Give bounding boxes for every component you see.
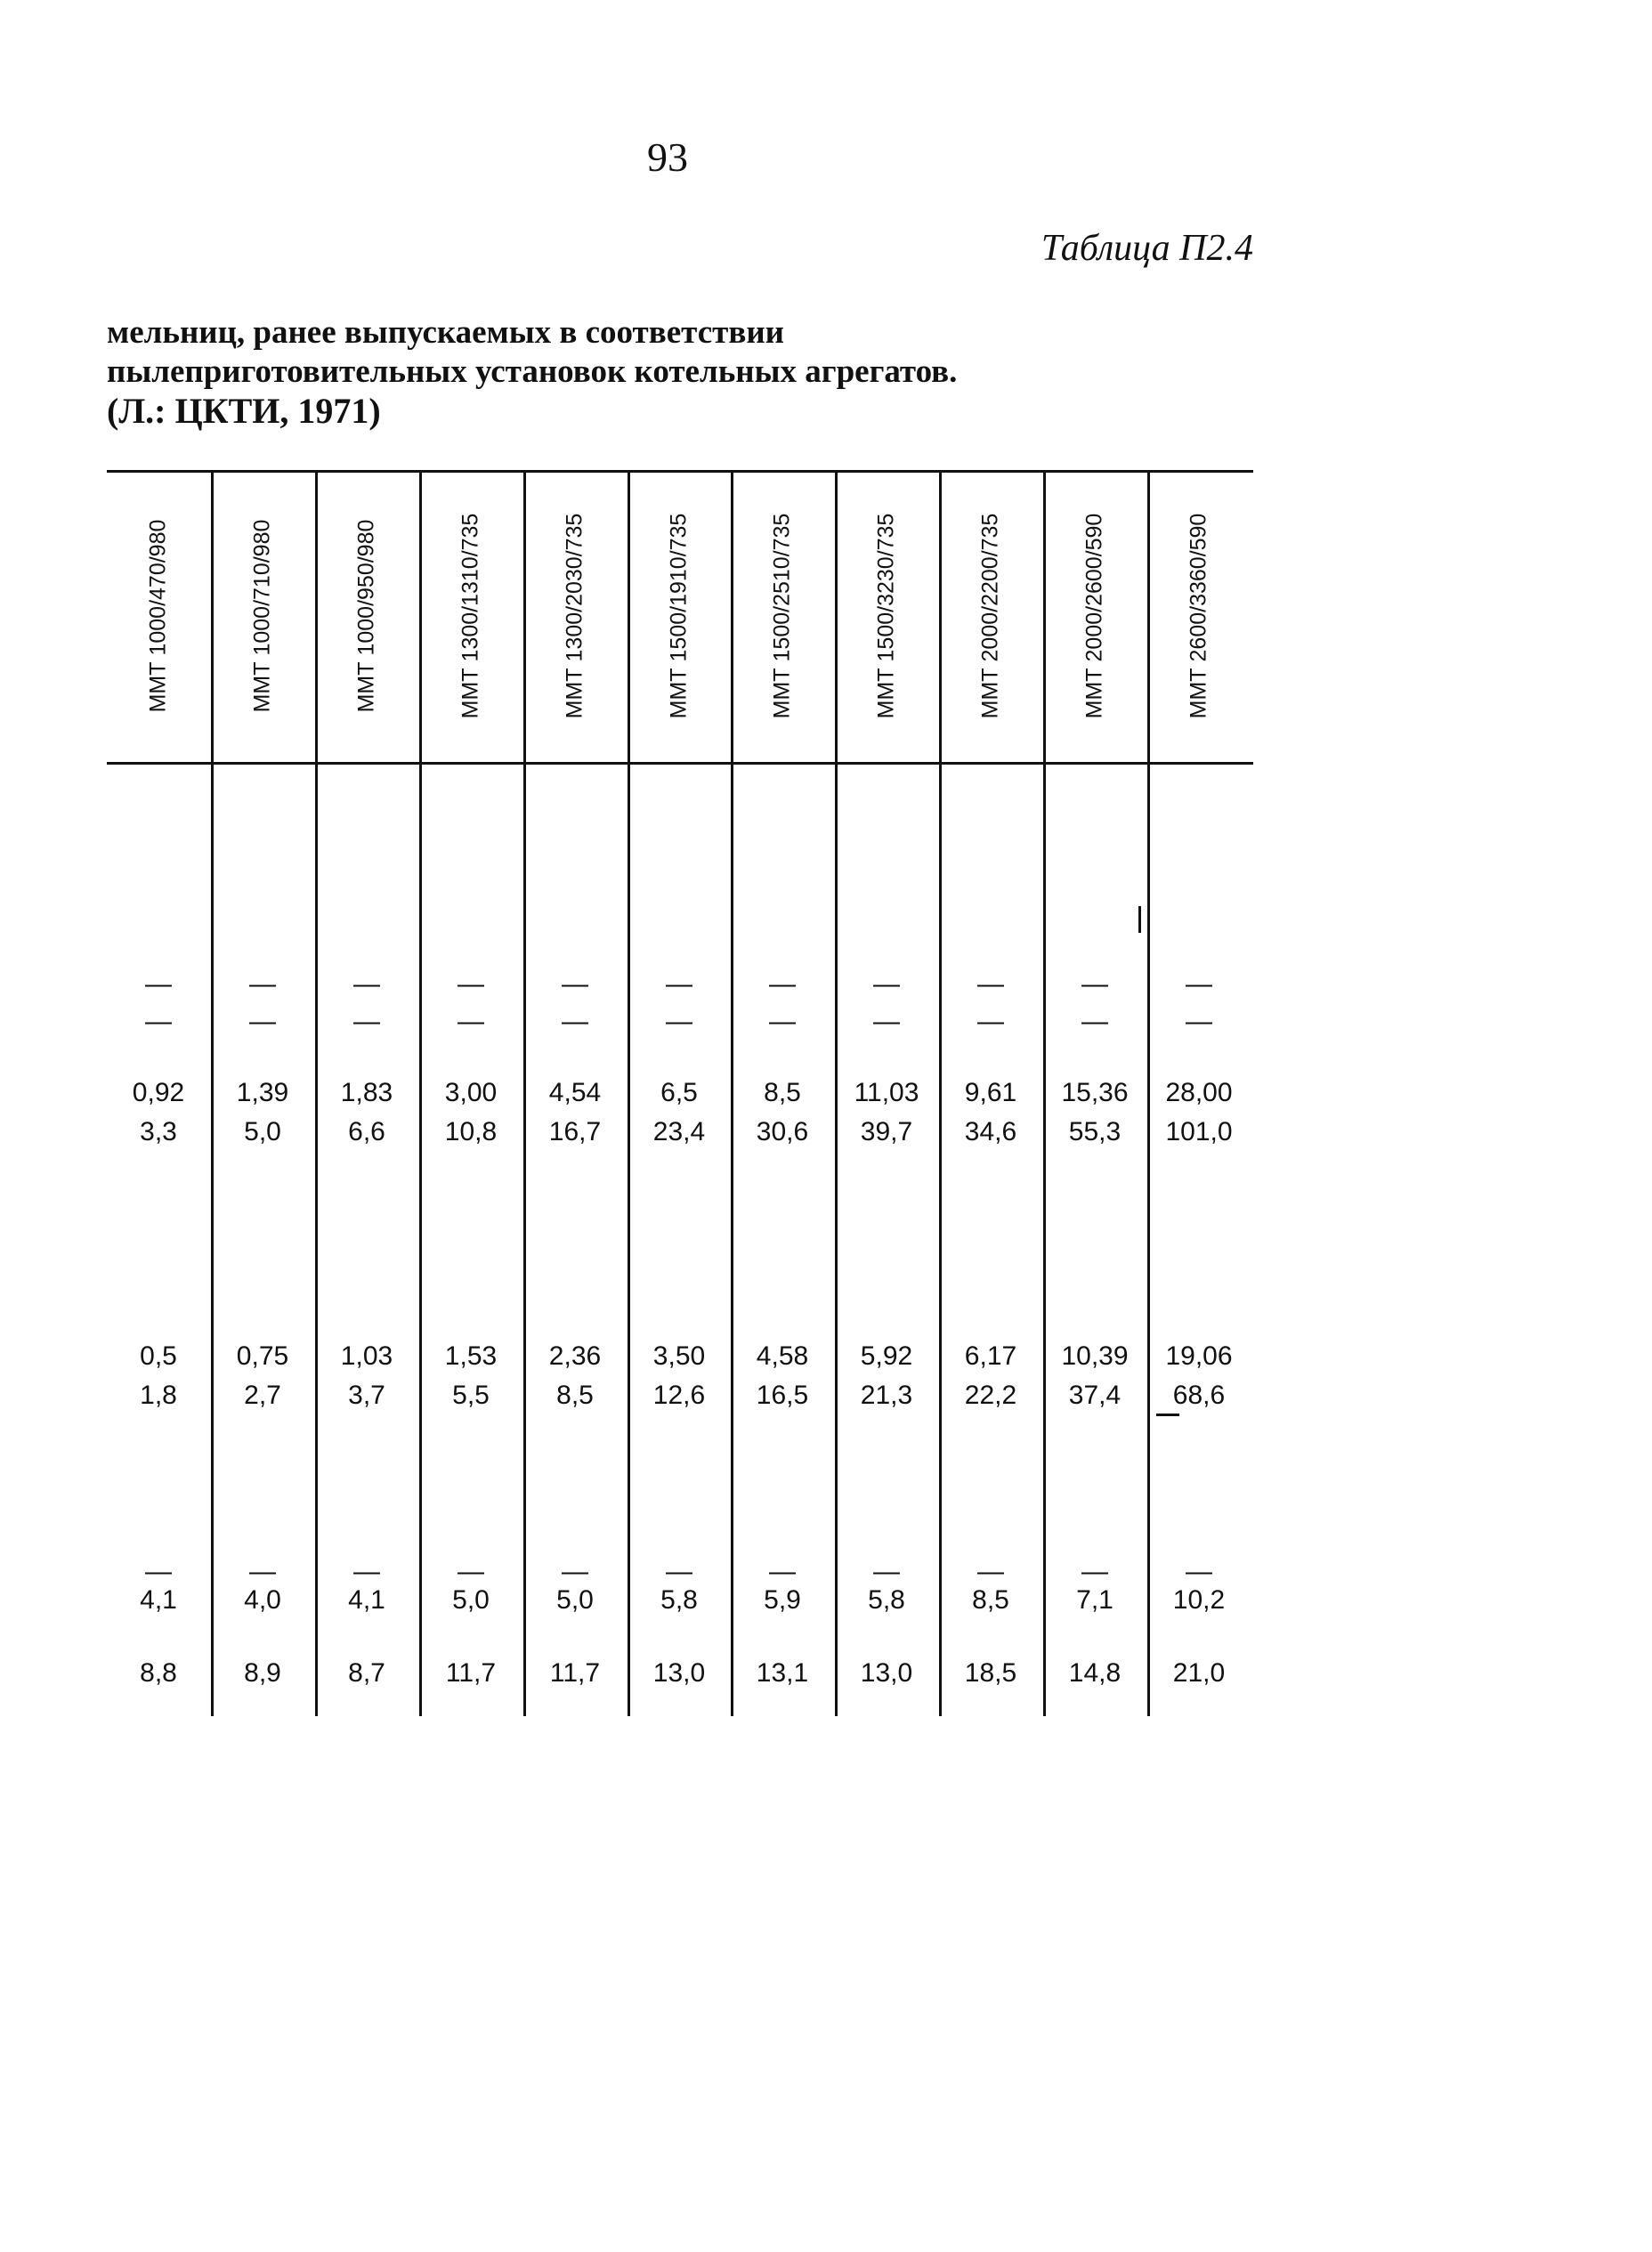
column-header-label: ММТ 1500/1910/735 bbox=[666, 513, 692, 719]
table-cell: 13,0 bbox=[860, 1658, 913, 1688]
column-header bbox=[315, 470, 418, 762]
scan-mark bbox=[1156, 1414, 1179, 1416]
column-header-label: ММТ 1300/2030/735 bbox=[562, 513, 587, 719]
table-cell: 4,54 bbox=[548, 1078, 602, 1107]
table-cell: 3,00 bbox=[444, 1078, 498, 1107]
table-column bbox=[211, 470, 314, 1716]
table-cell: — bbox=[353, 1557, 380, 1586]
column-header bbox=[1147, 470, 1251, 762]
column-header bbox=[107, 470, 210, 762]
table-cell: 8,5 bbox=[972, 1585, 1009, 1615]
table-cell: — bbox=[769, 969, 796, 999]
table-cell: — bbox=[666, 1557, 692, 1586]
table-cell: 5,0 bbox=[556, 1585, 594, 1615]
column-header bbox=[939, 470, 1042, 762]
table-cell: 21,3 bbox=[860, 1381, 913, 1410]
table-cell: 22,2 bbox=[964, 1381, 1017, 1410]
table-cell: 3,7 bbox=[348, 1381, 385, 1410]
column-header-label: ММТ 1500/3230/735 bbox=[873, 513, 899, 719]
table-cell: 12,6 bbox=[652, 1381, 706, 1410]
table-cell: 5,5 bbox=[452, 1381, 490, 1410]
table-cell: — bbox=[353, 969, 380, 999]
table-cell: 1,39 bbox=[236, 1078, 289, 1107]
table-cell: 4,1 bbox=[348, 1585, 385, 1615]
column-header-label: ММТ 1000/470/980 bbox=[145, 519, 171, 713]
table-cell: 11,03 bbox=[854, 1078, 919, 1107]
table-cell: 0,75 bbox=[236, 1341, 289, 1371]
table-column bbox=[939, 470, 1042, 1716]
table-cell: 11,7 bbox=[445, 1658, 497, 1688]
table-cell: — bbox=[769, 1557, 796, 1586]
table-cell: — bbox=[1186, 969, 1212, 999]
column-header bbox=[628, 470, 731, 762]
table-cell: 1,8 bbox=[140, 1381, 177, 1410]
table-cell: 6,17 bbox=[964, 1341, 1017, 1371]
table-caption bbox=[107, 313, 1264, 431]
column-header-label: ММТ 1000/710/980 bbox=[249, 519, 275, 713]
table-cell: — bbox=[249, 1007, 276, 1036]
table-column bbox=[107, 470, 210, 1716]
table-cell: 14,8 bbox=[1068, 1658, 1122, 1688]
table-cell: — bbox=[353, 1007, 380, 1036]
table-cell: 21,0 bbox=[1172, 1658, 1226, 1688]
table-cell: 11,7 bbox=[549, 1658, 601, 1688]
table-cell: 5,92 bbox=[860, 1341, 913, 1371]
table-cell: 8,5 bbox=[764, 1078, 801, 1107]
table-cell: 34,6 bbox=[964, 1117, 1017, 1146]
scan-mark bbox=[1138, 906, 1141, 933]
table-cell: 0,92 bbox=[132, 1078, 185, 1107]
table-cell: 30,6 bbox=[756, 1117, 809, 1146]
table-cell: 10,39 bbox=[1061, 1341, 1129, 1371]
table-cell: 8,8 bbox=[140, 1658, 177, 1688]
table-cell: 19,06 bbox=[1165, 1341, 1233, 1371]
table-cell: — bbox=[145, 969, 172, 999]
table-cell: — bbox=[562, 1557, 588, 1586]
table-cell: — bbox=[145, 1557, 172, 1586]
table-column bbox=[523, 470, 627, 1716]
table-cell: 18,5 bbox=[964, 1658, 1017, 1688]
table-cell: 13,0 bbox=[652, 1658, 706, 1688]
table-cell: — bbox=[458, 1007, 484, 1036]
table-cell: — bbox=[1081, 1557, 1108, 1586]
table-cell: — bbox=[873, 969, 900, 999]
table-cell: — bbox=[873, 1007, 900, 1036]
table-cell: 7,1 bbox=[1076, 1585, 1113, 1615]
table-cell: 5,8 bbox=[660, 1585, 698, 1615]
column-header bbox=[419, 470, 522, 762]
table-label: Таблица П2.4 bbox=[1041, 228, 1253, 269]
table-cell: — bbox=[769, 1007, 796, 1036]
column-header bbox=[523, 470, 627, 762]
table-cell: — bbox=[458, 969, 484, 999]
table-cell: 15,36 bbox=[1061, 1078, 1129, 1107]
table-cell: — bbox=[249, 1557, 276, 1586]
table-cell: 5,9 bbox=[764, 1585, 801, 1615]
table-column bbox=[315, 470, 418, 1716]
table-cell: 55,3 bbox=[1068, 1117, 1122, 1146]
table-cell: 39,7 bbox=[860, 1117, 913, 1146]
table-cell: 1,53 bbox=[444, 1341, 498, 1371]
table-cell: — bbox=[1081, 1007, 1108, 1036]
table-cell: 0,5 bbox=[140, 1341, 177, 1371]
table-column bbox=[835, 470, 938, 1716]
table-cell: — bbox=[873, 1557, 900, 1586]
table-cell: 4,0 bbox=[244, 1585, 281, 1615]
table-column bbox=[1147, 470, 1251, 1716]
caption-line-1: мельниц, ранее выпускаемых в соответствии bbox=[107, 314, 784, 351]
table-cell: 16,7 bbox=[548, 1117, 602, 1146]
table-cell: 10,8 bbox=[444, 1117, 498, 1146]
table-cell: 4,1 bbox=[140, 1585, 177, 1615]
column-header-label: ММТ 2000/2200/735 bbox=[977, 513, 1003, 719]
column-header bbox=[1043, 470, 1146, 762]
table-cell: 5,0 bbox=[244, 1117, 281, 1146]
table-column bbox=[419, 470, 522, 1716]
table-cell: 3,3 bbox=[140, 1117, 177, 1146]
table-cell: 4,58 bbox=[756, 1341, 809, 1371]
data-table bbox=[107, 470, 1253, 1716]
caption-line-2: пылеприготовительных установок котельных агрегатов. bbox=[107, 353, 958, 390]
column-header-label: ММТ 1000/950/980 bbox=[353, 519, 379, 713]
column-header-label: ММТ 1300/1310/735 bbox=[458, 513, 483, 719]
column-header bbox=[835, 470, 938, 762]
table-cell: 1,03 bbox=[340, 1341, 393, 1371]
table-cell: 68,6 bbox=[1172, 1381, 1226, 1410]
table-cell: — bbox=[145, 1007, 172, 1036]
column-header bbox=[731, 470, 834, 762]
page-number: 93 bbox=[647, 134, 688, 180]
table-column bbox=[628, 470, 731, 1716]
table-cell: 8,5 bbox=[556, 1381, 594, 1410]
column-header-label: ММТ 2600/3360/590 bbox=[1186, 513, 1211, 719]
column-header bbox=[211, 470, 314, 762]
table-cell: 13,1 bbox=[756, 1658, 809, 1688]
table-cell: 3,50 bbox=[652, 1341, 706, 1371]
table-cell: 28,00 bbox=[1165, 1078, 1233, 1107]
table-cell: 5,0 bbox=[452, 1585, 490, 1615]
table-cell: — bbox=[1186, 1007, 1212, 1036]
table-cell: 6,6 bbox=[348, 1117, 385, 1146]
table-cell: 6,5 bbox=[660, 1078, 698, 1107]
table-cell: — bbox=[977, 1007, 1004, 1036]
table-cell: — bbox=[249, 969, 276, 999]
table-cell: 5,8 bbox=[868, 1585, 905, 1615]
table-cell: — bbox=[1186, 1557, 1212, 1586]
table-cell: — bbox=[977, 969, 1004, 999]
table-column bbox=[1043, 470, 1146, 1716]
table-cell: 9,61 bbox=[964, 1078, 1017, 1107]
table-cell: — bbox=[562, 969, 588, 999]
table-column bbox=[731, 470, 834, 1716]
table-cell: 23,4 bbox=[652, 1117, 706, 1146]
column-header-label: ММТ 1500/2510/735 bbox=[769, 513, 795, 719]
table-cell: 37,4 bbox=[1068, 1381, 1122, 1410]
table-cell: — bbox=[977, 1557, 1004, 1586]
table-cell: 8,9 bbox=[244, 1658, 281, 1688]
caption-source: (Л.: ЦКТИ, 1971) bbox=[107, 391, 381, 431]
table-cell: 16,5 bbox=[756, 1381, 809, 1410]
column-header-label: ММТ 2000/2600/590 bbox=[1081, 513, 1107, 719]
table-cell: — bbox=[1081, 969, 1108, 999]
table-cell: — bbox=[666, 1007, 692, 1036]
table-cell: 2,7 bbox=[244, 1381, 281, 1410]
table-cell: 10,2 bbox=[1172, 1585, 1226, 1615]
table-cell: 8,7 bbox=[348, 1658, 385, 1688]
table-cell: — bbox=[458, 1557, 484, 1586]
table-cell: — bbox=[666, 969, 692, 999]
table-cell: 1,83 bbox=[340, 1078, 393, 1107]
table-cell: — bbox=[562, 1007, 588, 1036]
table-cell: 101,0 bbox=[1165, 1117, 1233, 1146]
table-cell: 2,36 bbox=[548, 1341, 602, 1371]
